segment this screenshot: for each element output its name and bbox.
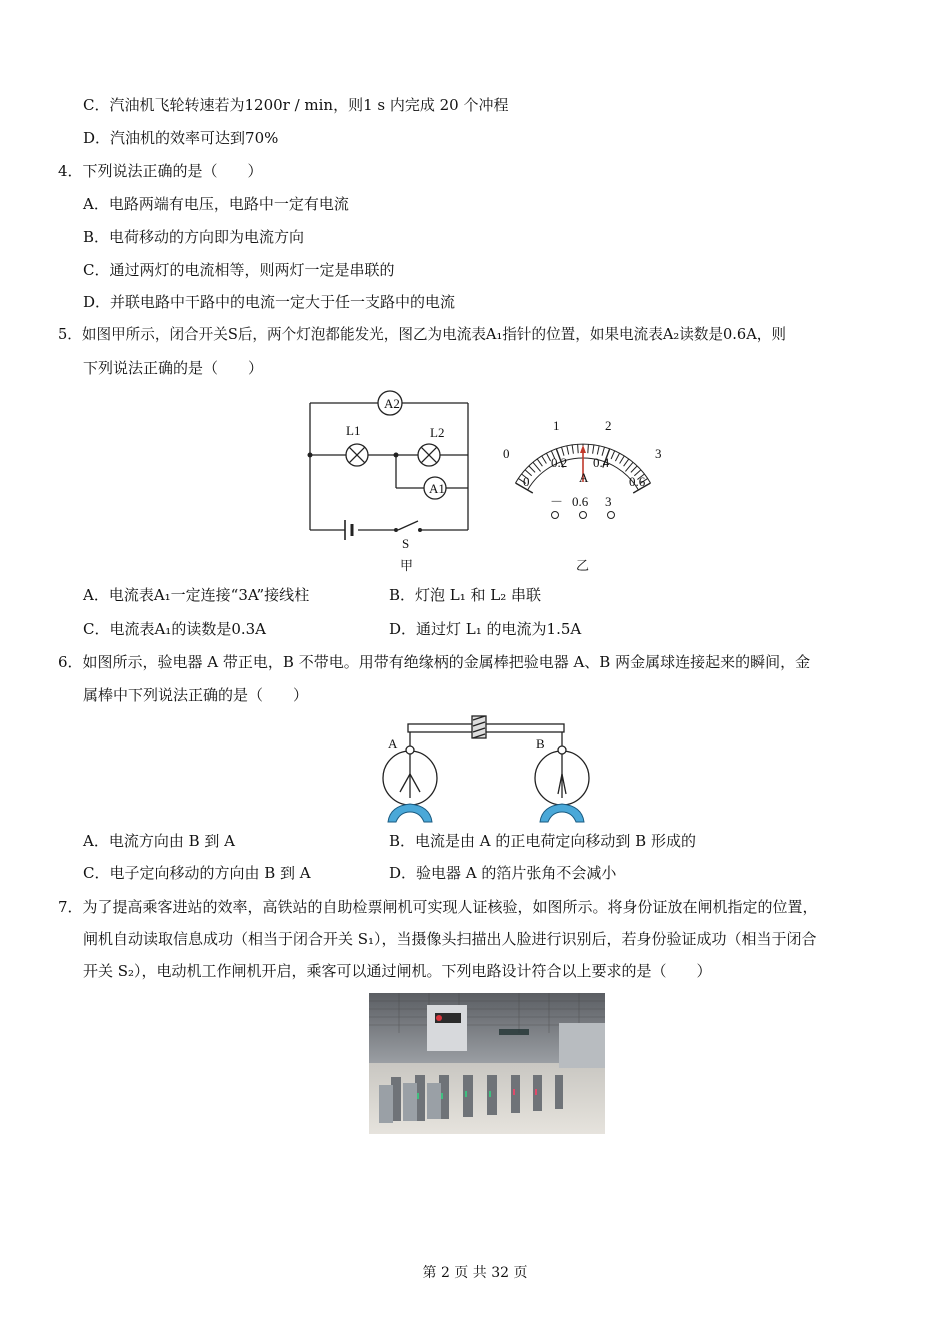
lamp-l2-label: L2 — [430, 425, 445, 440]
lamp-l1-label: L1 — [346, 423, 361, 438]
q6-option-a: A．电流方向由 B 到 A — [83, 832, 235, 850]
q4-option-b: B．电荷移动的方向即为电流方向 — [83, 228, 305, 246]
dial-tick — [588, 444, 589, 453]
scale-top-3: 3 — [655, 446, 662, 461]
dial-tick — [593, 445, 594, 454]
q5-stem-line1: 5．如图甲所示，闭合开关S后，两个灯泡都能发光，图乙为电流表A₁指针的位置，如果电流表A₂读数是0.6A，则 — [58, 326, 786, 343]
dial-tick — [631, 466, 637, 473]
q5-option-b: B．灯泡 L₁ 和 L₂ 串联 — [389, 586, 542, 604]
dial-tick — [529, 466, 535, 473]
q3-option-d: D．汽油机的效率可达到70% — [83, 129, 279, 147]
dial-tick — [537, 459, 542, 466]
dial-tick — [615, 453, 619, 461]
dial-tick — [597, 446, 599, 455]
q7-stem-line1: 7．为了提高乘客进站的效率，高铁站的自助检票闸机可实现人证核验，如图所示。将身份证放在闸机指定的位置， — [58, 898, 818, 916]
meter-unit: A — [579, 470, 589, 485]
ticket-gate-photo — [369, 993, 605, 1134]
scale-bottom-0: 0 — [523, 474, 530, 489]
dial-tick — [567, 446, 569, 455]
q5-stem-line2: 下列说法正确的是（ ） — [83, 359, 264, 377]
scale-top-2: 2 — [605, 418, 612, 433]
q5-option-d: D．通过灯 L₁ 的电流为1.5A — [389, 620, 582, 638]
q3-option-c: C．汽油机飞轮转速若为1200r / min，则1 s 内完成 20 个冲程 — [83, 96, 509, 114]
terminal-3-post — [608, 512, 615, 519]
q6-stem-line1: 6．如图所示，验电器 A 带正电，B 不带电。用带有绝缘柄的金属棒把验电器 A、B 两金属球连接起来的瞬间，金 — [58, 653, 811, 671]
ammeter-dial — [495, 410, 675, 575]
terminal-0.6: 0.6 — [572, 494, 589, 509]
dial-tick — [625, 462, 633, 471]
q5-option-a: A．电流表A₁一定连接“3A”接线柱 — [83, 586, 310, 604]
electroscope-b-label: B — [536, 736, 545, 751]
dial-tick — [578, 444, 579, 453]
electroscope-diagram — [380, 712, 610, 824]
q4-stem: 4．下列说法正确的是（ ） — [58, 162, 263, 180]
q4-option-a: A．电路两端有电压，电路中一定有电流 — [83, 195, 349, 213]
q6-stem-line2: 属棒中下列说法正确的是（ ） — [83, 686, 309, 704]
ammeter-a1-label: A1 — [429, 481, 445, 496]
ammeter-needle-tip — [580, 445, 586, 453]
q5-option-c: C．电流表A₁的读数是0.3A — [83, 620, 267, 638]
dial-tick — [546, 453, 550, 461]
page-footer: 第 2 页 共 32 页 — [422, 1265, 528, 1281]
scale-bottom-0.6: 0.6 — [629, 474, 646, 489]
dial-tick — [542, 456, 547, 464]
switch-s-label: S — [402, 536, 410, 551]
dial-tick — [572, 445, 573, 454]
q6-option-b: B．电流是由 A 的正电荷定向移动到 B 形成的 — [389, 832, 696, 850]
q6-option-d: D．验电器 A 的箔片张角不会减小 — [389, 864, 617, 882]
q6-option-c: C．电子定向移动的方向由 B 到 A — [83, 864, 311, 882]
q7-stem-line2: 闸机自动读取信息成功（相当于闭合开关 S₁），当摄像头扫描出人脸进行识别后，若身份验证成功（相当于闭合 — [83, 930, 817, 948]
dial-tick — [533, 462, 541, 471]
terminal-negative-post — [552, 512, 559, 519]
figure-jia-caption: 甲 — [400, 559, 414, 574]
figure-yi-caption: 乙 — [576, 559, 590, 574]
dial-tick — [624, 459, 629, 466]
scale-top-1: 1 — [553, 418, 560, 433]
dial-tick — [620, 456, 625, 464]
scale-bottom-0.2: 0.2 — [551, 455, 568, 470]
electroscope-a-label: A — [388, 736, 398, 751]
scale-top-0: 0 — [503, 446, 510, 461]
dial-tick — [611, 451, 615, 459]
ammeter-a2-label: A2 — [384, 396, 400, 411]
circuit-diagram — [300, 385, 490, 575]
q4-option-c: C．通过两灯的电流相等，则两灯一定是串联的 — [83, 261, 395, 279]
terminal-negative: － — [550, 494, 564, 509]
q7-stem-line3: 开关 S₂），电动机工作闸机开启，乘客可以通过闸机。下列电路设计符合以上要求的是（ ） — [83, 962, 712, 980]
terminal-0.6-post — [580, 512, 587, 519]
scale-bottom-0.4: 0.4 — [593, 455, 610, 470]
terminal-3: 3 — [605, 494, 612, 509]
q4-option-d: D．并联电路中干路中的电流一定大于任一支路中的电流 — [83, 293, 456, 311]
